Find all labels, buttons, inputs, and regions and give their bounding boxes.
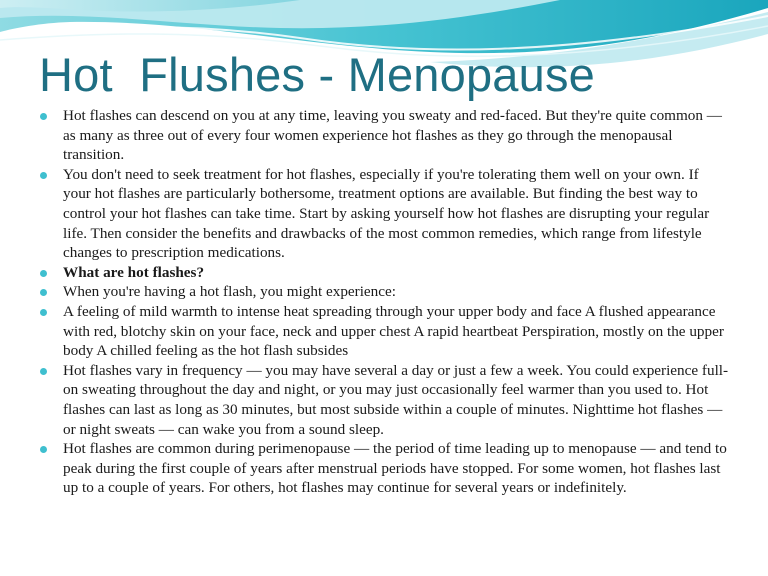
bullet-text: Hot flashes can descend on you at any time, leaving you sweaty and red-faced. But they're quite common — as many as three out of every four women experience hot flashes as they go through the menopausal transition. (63, 107, 722, 164)
bullet-text: A feeling of mild warmth to intense heat spreading through your upper body and face A flushed appearance with red, blotchy skin on your face, neck and upper chest A rapid heartbeat Perspiration, mostly on the upper body A chilled feeling as the hot flash subsides (63, 302, 724, 360)
bullet-dot-icon (40, 270, 47, 277)
bullet-text: Hot flashes are common during perimenopause — the period of time leading up to menopause — and tend to peak during the first couple of years after menstrual periods have stopped. For some women, hot flashes last up to a couple of years. For others, hot flashes may continue for several years or indefinitely. (63, 440, 727, 497)
bullet-list (40, 106, 730, 498)
bullet-item (40, 439, 730, 498)
bullet-item (40, 282, 730, 302)
bullet-dot-icon (40, 113, 47, 120)
slide-title: Hot Flushes - Menopause (39, 48, 596, 101)
bullet-text: You don't need to seek treatment for hot flashes, especially if you're tolerating them well on your own. If your hot flashes are particularly bothersome, treatment options are available. But finding the best way to control your hot flashes can take time. Start by asking yourself how hot flashes are disrupting your regular life. Then consider the benefits and drawbacks of the most common remedies, which range from lifestyle changes to prescription medications. (63, 165, 710, 262)
bullet-dot-icon (40, 368, 47, 375)
bullet-dot-icon (40, 289, 47, 296)
bullet-text: When you're having a hot flash, you might experience: (63, 283, 396, 301)
bullet-item (40, 263, 730, 283)
bullet-item (40, 106, 730, 165)
bullet-item (40, 165, 730, 263)
bullet-dot-icon (40, 446, 47, 453)
bullet-item (40, 361, 730, 439)
bullet-dot-icon (40, 172, 47, 179)
bullet-dot-icon (40, 309, 47, 316)
bullet-item (40, 302, 730, 361)
bullet-heading: What are hot flashes? (63, 263, 205, 281)
bullet-text: Hot flashes vary in frequency — you may have several a day or just a few a week. You could experience full-on sweating throughout the day and night, or you may just occasionally feel warmer than you used to. Hot flashes can last as long as 30 minutes, but most subside within a couple of minutes. Nighttime hot flashes — or night sweats — can wake you from a sound sleep. (63, 361, 729, 438)
